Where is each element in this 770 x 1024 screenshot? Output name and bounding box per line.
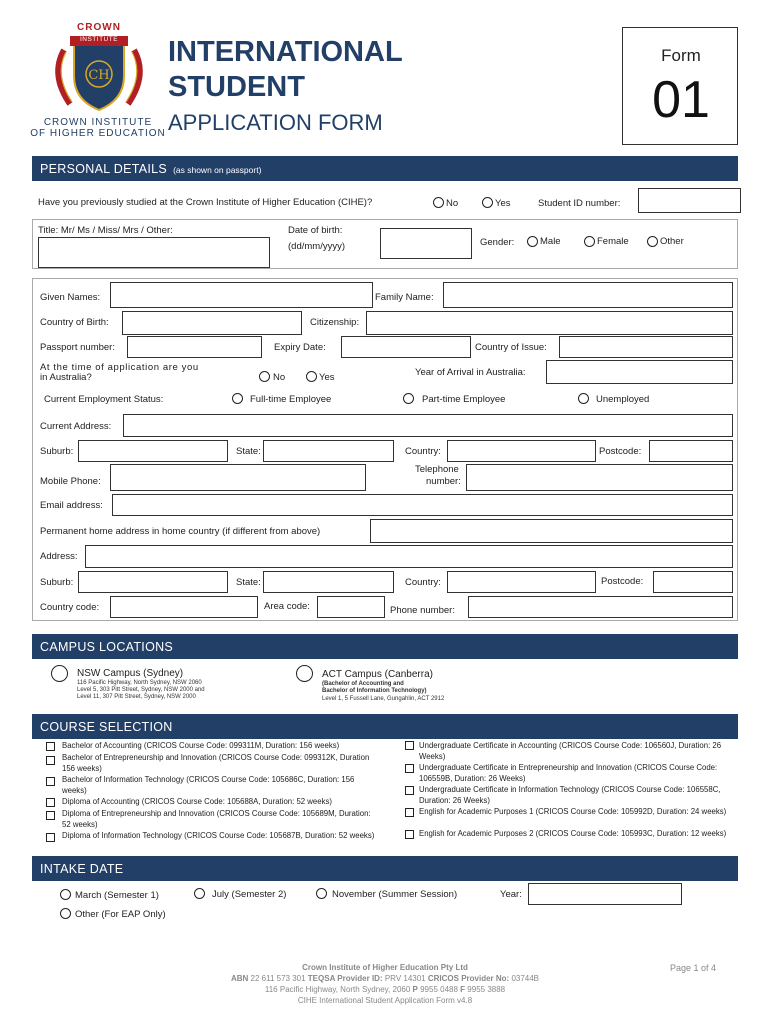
personal-details-header	[32, 156, 738, 181]
title-label: Title: Mr/ Ms / Miss/ Mrs / Other:	[38, 225, 173, 236]
perm-suburb-label: Suburb:	[40, 577, 74, 588]
country-issue-label: Country of Issue:	[475, 342, 547, 353]
intake-year-input[interactable]	[528, 883, 682, 905]
intake-july-label: July (Semester 2)	[212, 889, 287, 900]
perm-country-label: Country:	[405, 577, 441, 588]
family-name-input[interactable]	[443, 282, 733, 308]
year-arrival-input[interactable]	[546, 360, 733, 384]
country-issue-input[interactable]	[559, 336, 733, 358]
perm-address-input-top[interactable]	[370, 519, 733, 543]
expiry-input[interactable]	[341, 336, 471, 358]
svg-text:CH: CH	[88, 68, 110, 83]
course-right-4-label: English for Academic Purposes 1 (CRICOS Course Code: 105992D, Duration: 24 weeks)	[419, 807, 727, 816]
gender-other-radio[interactable]	[647, 236, 658, 247]
course-left-6-label: Diploma of Information Technology (CRICOS Course Code: 105687B, Duration: 52 weeks)	[62, 831, 375, 840]
form-number-box	[622, 27, 738, 145]
course-selection-header	[32, 714, 738, 739]
state-input[interactable]	[263, 440, 394, 462]
mobile-input[interactable]	[110, 464, 366, 491]
footer-phone-label: P	[412, 985, 418, 994]
act-campus-name: ACT Campus (Canberra)	[322, 669, 433, 680]
current-address-label: Current Address:	[40, 421, 112, 432]
title-line1: INTERNATIONAL	[168, 36, 403, 68]
act-campus-courses-1: (Bachelor of Accounting and	[322, 681, 404, 687]
footer-fax-label: F	[460, 985, 466, 994]
footer-version: CIHE International Student Application Form v4.8	[297, 996, 473, 1005]
course-right-2-label: Undergraduate Certificate in Entrepreneurship and Innovation (CRICOS Course Code: 106559B, Duration: 26 Weeks)	[419, 763, 718, 783]
course-right-3-checkbox[interactable]	[405, 786, 414, 795]
student-id-input[interactable]	[638, 188, 741, 213]
gender-other-label: Other	[660, 236, 684, 247]
prev-study-question: Have you previously studied at the Crown Institute of Higher Education (CIHE)?	[38, 197, 373, 208]
dob-input[interactable]	[380, 228, 472, 259]
country-birth-label: Country of Birth:	[40, 317, 109, 328]
given-names-label: Given Names:	[40, 292, 101, 303]
footer-teqsa-label: TEQSA Provider ID:	[307, 974, 383, 983]
course-right-1-checkbox[interactable]	[405, 741, 414, 750]
institute-name-line2: OF HIGHER EDUCATION	[30, 128, 166, 139]
footer-cricos: 03744B	[511, 974, 540, 983]
course-right-5-checkbox[interactable]	[405, 830, 414, 839]
employment-unemployed-label: Unemployed	[596, 394, 650, 405]
phone-number-label: Phone number:	[390, 605, 455, 616]
footer-fax: 9955 3888	[467, 985, 506, 994]
telephone-label-1: Telephone	[415, 464, 459, 475]
perm-address-input[interactable]	[85, 545, 733, 568]
perm-postcode-input[interactable]	[653, 571, 733, 593]
nsw-campus-radio[interactable]	[51, 665, 68, 682]
form-label: Form	[661, 46, 701, 65]
intake-year-label: Year:	[500, 889, 522, 900]
prev-study-no-label: No	[446, 198, 459, 209]
section-title: CAMPUS LOCATIONS	[40, 640, 174, 654]
country-code-label: Country code:	[40, 602, 100, 613]
in-australia-question-1: At the time of application are you	[40, 362, 199, 373]
given-names-input[interactable]	[110, 282, 373, 308]
title-input[interactable]	[38, 237, 270, 268]
family-name-label: Family Name:	[375, 292, 434, 303]
footer-address-text: 116 Pacific Highway, North Sydney, 2060	[264, 985, 411, 994]
footer-registration	[0, 973, 770, 984]
course-left-2-label: Bachelor of Entrepreneurship and Innovation (CRICOS Course Code: 099312K, Duration 156 weeks)	[62, 753, 370, 773]
course-right-1-label: Undergraduate Certificate in Accounting (CRICOS Course Code: 106560J, Duration: 26 Weeks)	[419, 741, 722, 761]
in-australia-question-2: in Australia?	[40, 372, 92, 383]
telephone-input[interactable]	[466, 464, 733, 491]
logo-banner-text: INSTITUTE	[79, 36, 119, 43]
country-label: Country:	[405, 446, 441, 457]
dob-label: Date of birth:	[288, 225, 343, 236]
course-left-1-checkbox[interactable]	[46, 742, 55, 751]
in-australia-no-radio[interactable]	[259, 371, 270, 382]
postcode-label: Postcode:	[599, 446, 642, 457]
country-input[interactable]	[447, 440, 596, 462]
citizenship-label: Citizenship:	[310, 317, 360, 328]
employment-parttime-radio[interactable]	[403, 393, 414, 404]
nsw-campus-address-2: Level 5, 303 Pitt Street, Sydney, NSW 2000 and	[77, 687, 205, 693]
perm-state-input[interactable]	[263, 571, 394, 593]
country-birth-input[interactable]	[122, 311, 302, 335]
email-label: Email address:	[40, 500, 103, 511]
course-left-5-label: Diploma of Entrepreneurship and Innovation (CRICOS Course Code: 105689M, Duration: 52 weeks)	[62, 809, 371, 829]
footer-abn: 22 611 573 301	[250, 974, 306, 983]
nsw-campus-name: NSW Campus (Sydney)	[77, 668, 184, 679]
phone-number-input[interactable]	[468, 596, 733, 618]
title-line2: STUDENT	[168, 71, 305, 103]
course-right-3-label: Undergraduate Certificate in Information Technology (CRICOS Course Code: 106558C, Duration: 26 Weeks)	[419, 785, 721, 805]
section-title: INTAKE DATE	[40, 862, 124, 876]
course-left-5-checkbox[interactable]	[46, 811, 55, 820]
citizenship-input[interactable]	[366, 311, 733, 335]
intake-march-radio[interactable]	[60, 889, 71, 900]
course-left-3-label: Bachelor of Information Technology (CRICOS Course Code: 105686C, Duration: 156 weeks)	[62, 775, 355, 795]
course-right-4-checkbox[interactable]	[405, 808, 414, 817]
intake-date-header	[32, 856, 738, 881]
postcode-input[interactable]	[649, 440, 733, 462]
perm-state-label: State:	[236, 577, 261, 588]
gender-male-radio[interactable]	[527, 236, 538, 247]
suburb-label: Suburb:	[40, 446, 74, 457]
telephone-label-2: number:	[426, 476, 461, 487]
employment-fulltime-radio[interactable]	[232, 393, 243, 404]
area-code-input[interactable]	[317, 596, 385, 618]
mobile-label: Mobile Phone:	[40, 476, 101, 487]
prev-study-no-radio[interactable]	[433, 197, 444, 208]
country-code-input[interactable]	[110, 596, 258, 618]
section-subtitle: (as shown on passport)	[173, 165, 262, 175]
section-title: PERSONAL DETAILS	[40, 162, 168, 176]
course-left-2-checkbox[interactable]	[46, 756, 55, 765]
form-number: 01	[652, 71, 710, 129]
nsw-campus-address-1: 116 Pacific Highway, North Sydney, NSW 2060	[77, 680, 202, 686]
employment-parttime-label: Part-time Employee	[422, 394, 506, 405]
nsw-campus-address-3: Level 11, 307 Pitt Street, Sydney, NSW 2000	[77, 694, 196, 700]
crown-logo	[44, 22, 154, 114]
expiry-label: Expiry Date:	[274, 342, 326, 353]
intake-other-label: Other (For EAP Only)	[75, 909, 166, 920]
perm-address-label: Address:	[40, 551, 78, 562]
campus-locations-header	[32, 634, 738, 659]
perm-address-title: Permanent home address in home country (if different from above)	[40, 526, 321, 537]
prev-study-yes-radio[interactable]	[482, 197, 493, 208]
act-campus-courses-2: Bachelor of Information Technology)	[322, 688, 427, 694]
intake-july-radio[interactable]	[194, 888, 205, 899]
perm-country-input[interactable]	[447, 571, 596, 593]
logo-crown-text: CROWN	[77, 22, 121, 33]
gender-label: Gender:	[480, 237, 515, 248]
in-australia-no-label: No	[273, 372, 286, 383]
course-left-6-checkbox[interactable]	[46, 833, 55, 842]
footer-cricos-label: CRICOS Provider No:	[427, 974, 510, 983]
area-code-label: Area code:	[264, 601, 310, 612]
title-line3: APPLICATION FORM	[168, 110, 383, 135]
act-campus-address: Level 1, 5 Fussell Lane, Gungahlin, ACT 2912	[322, 696, 445, 702]
passport-input[interactable]	[127, 336, 262, 358]
gender-female-label: Female	[597, 236, 629, 247]
employment-unemployed-radio[interactable]	[578, 393, 589, 404]
perm-suburb-input[interactable]	[78, 571, 228, 593]
course-left-4-label: Diploma of Accounting (CRICOS Course Code: 105688A, Duration: 52 weeks)	[62, 797, 332, 806]
course-left-3-checkbox[interactable]	[46, 777, 55, 786]
employment-fulltime-label: Full-time Employee	[250, 394, 332, 405]
passport-label: Passport number:	[40, 342, 115, 353]
course-right-2-checkbox[interactable]	[405, 764, 414, 773]
footer-phone: 9955 0488	[420, 985, 458, 994]
intake-other-radio[interactable]	[60, 908, 71, 919]
perm-postcode-label: Postcode:	[601, 576, 644, 587]
gender-female-radio[interactable]	[584, 236, 595, 247]
employment-label: Current Employment Status:	[44, 394, 164, 405]
footer-teqsa: PRV 14301	[384, 974, 426, 983]
dob-format: (dd/mm/yyyy)	[288, 241, 345, 252]
in-australia-yes-radio[interactable]	[306, 371, 317, 382]
section-title: COURSE SELECTION	[40, 720, 173, 734]
footer-abn-label: ABN	[230, 974, 249, 983]
email-input[interactable]	[112, 494, 733, 516]
institute-name-line1: CROWN INSTITUTE	[43, 117, 153, 128]
course-left-1-label: Bachelor of Accounting (CRICOS Course Code: 099311M, Duration: 156 weeks)	[62, 741, 340, 750]
course-left-4-checkbox[interactable]	[46, 798, 55, 807]
suburb-input[interactable]	[78, 440, 228, 462]
gender-male-label: Male	[540, 236, 561, 247]
footer-address	[0, 984, 770, 995]
page-number: Page 1 of 4	[670, 963, 717, 973]
act-campus-radio[interactable]	[296, 665, 313, 682]
in-australia-yes-label: Yes	[319, 372, 335, 383]
prev-study-yes-label: Yes	[495, 198, 511, 209]
student-id-label: Student ID number:	[538, 198, 621, 209]
footer-company: Crown Institute of Higher Education Pty Ltd	[302, 963, 468, 972]
current-address-input[interactable]	[123, 414, 733, 437]
intake-november-radio[interactable]	[316, 888, 327, 899]
intake-november-label: November (Summer Session)	[332, 889, 458, 900]
intake-march-label: March (Semester 1)	[75, 890, 159, 901]
course-right-5-label: English for Academic Purposes 2 (CRICOS Course Code: 105993C, Duration: 12 weeks)	[419, 829, 727, 838]
state-label: State:	[236, 446, 261, 457]
year-arrival-label: Year of Arrival in Australia:	[415, 367, 526, 378]
